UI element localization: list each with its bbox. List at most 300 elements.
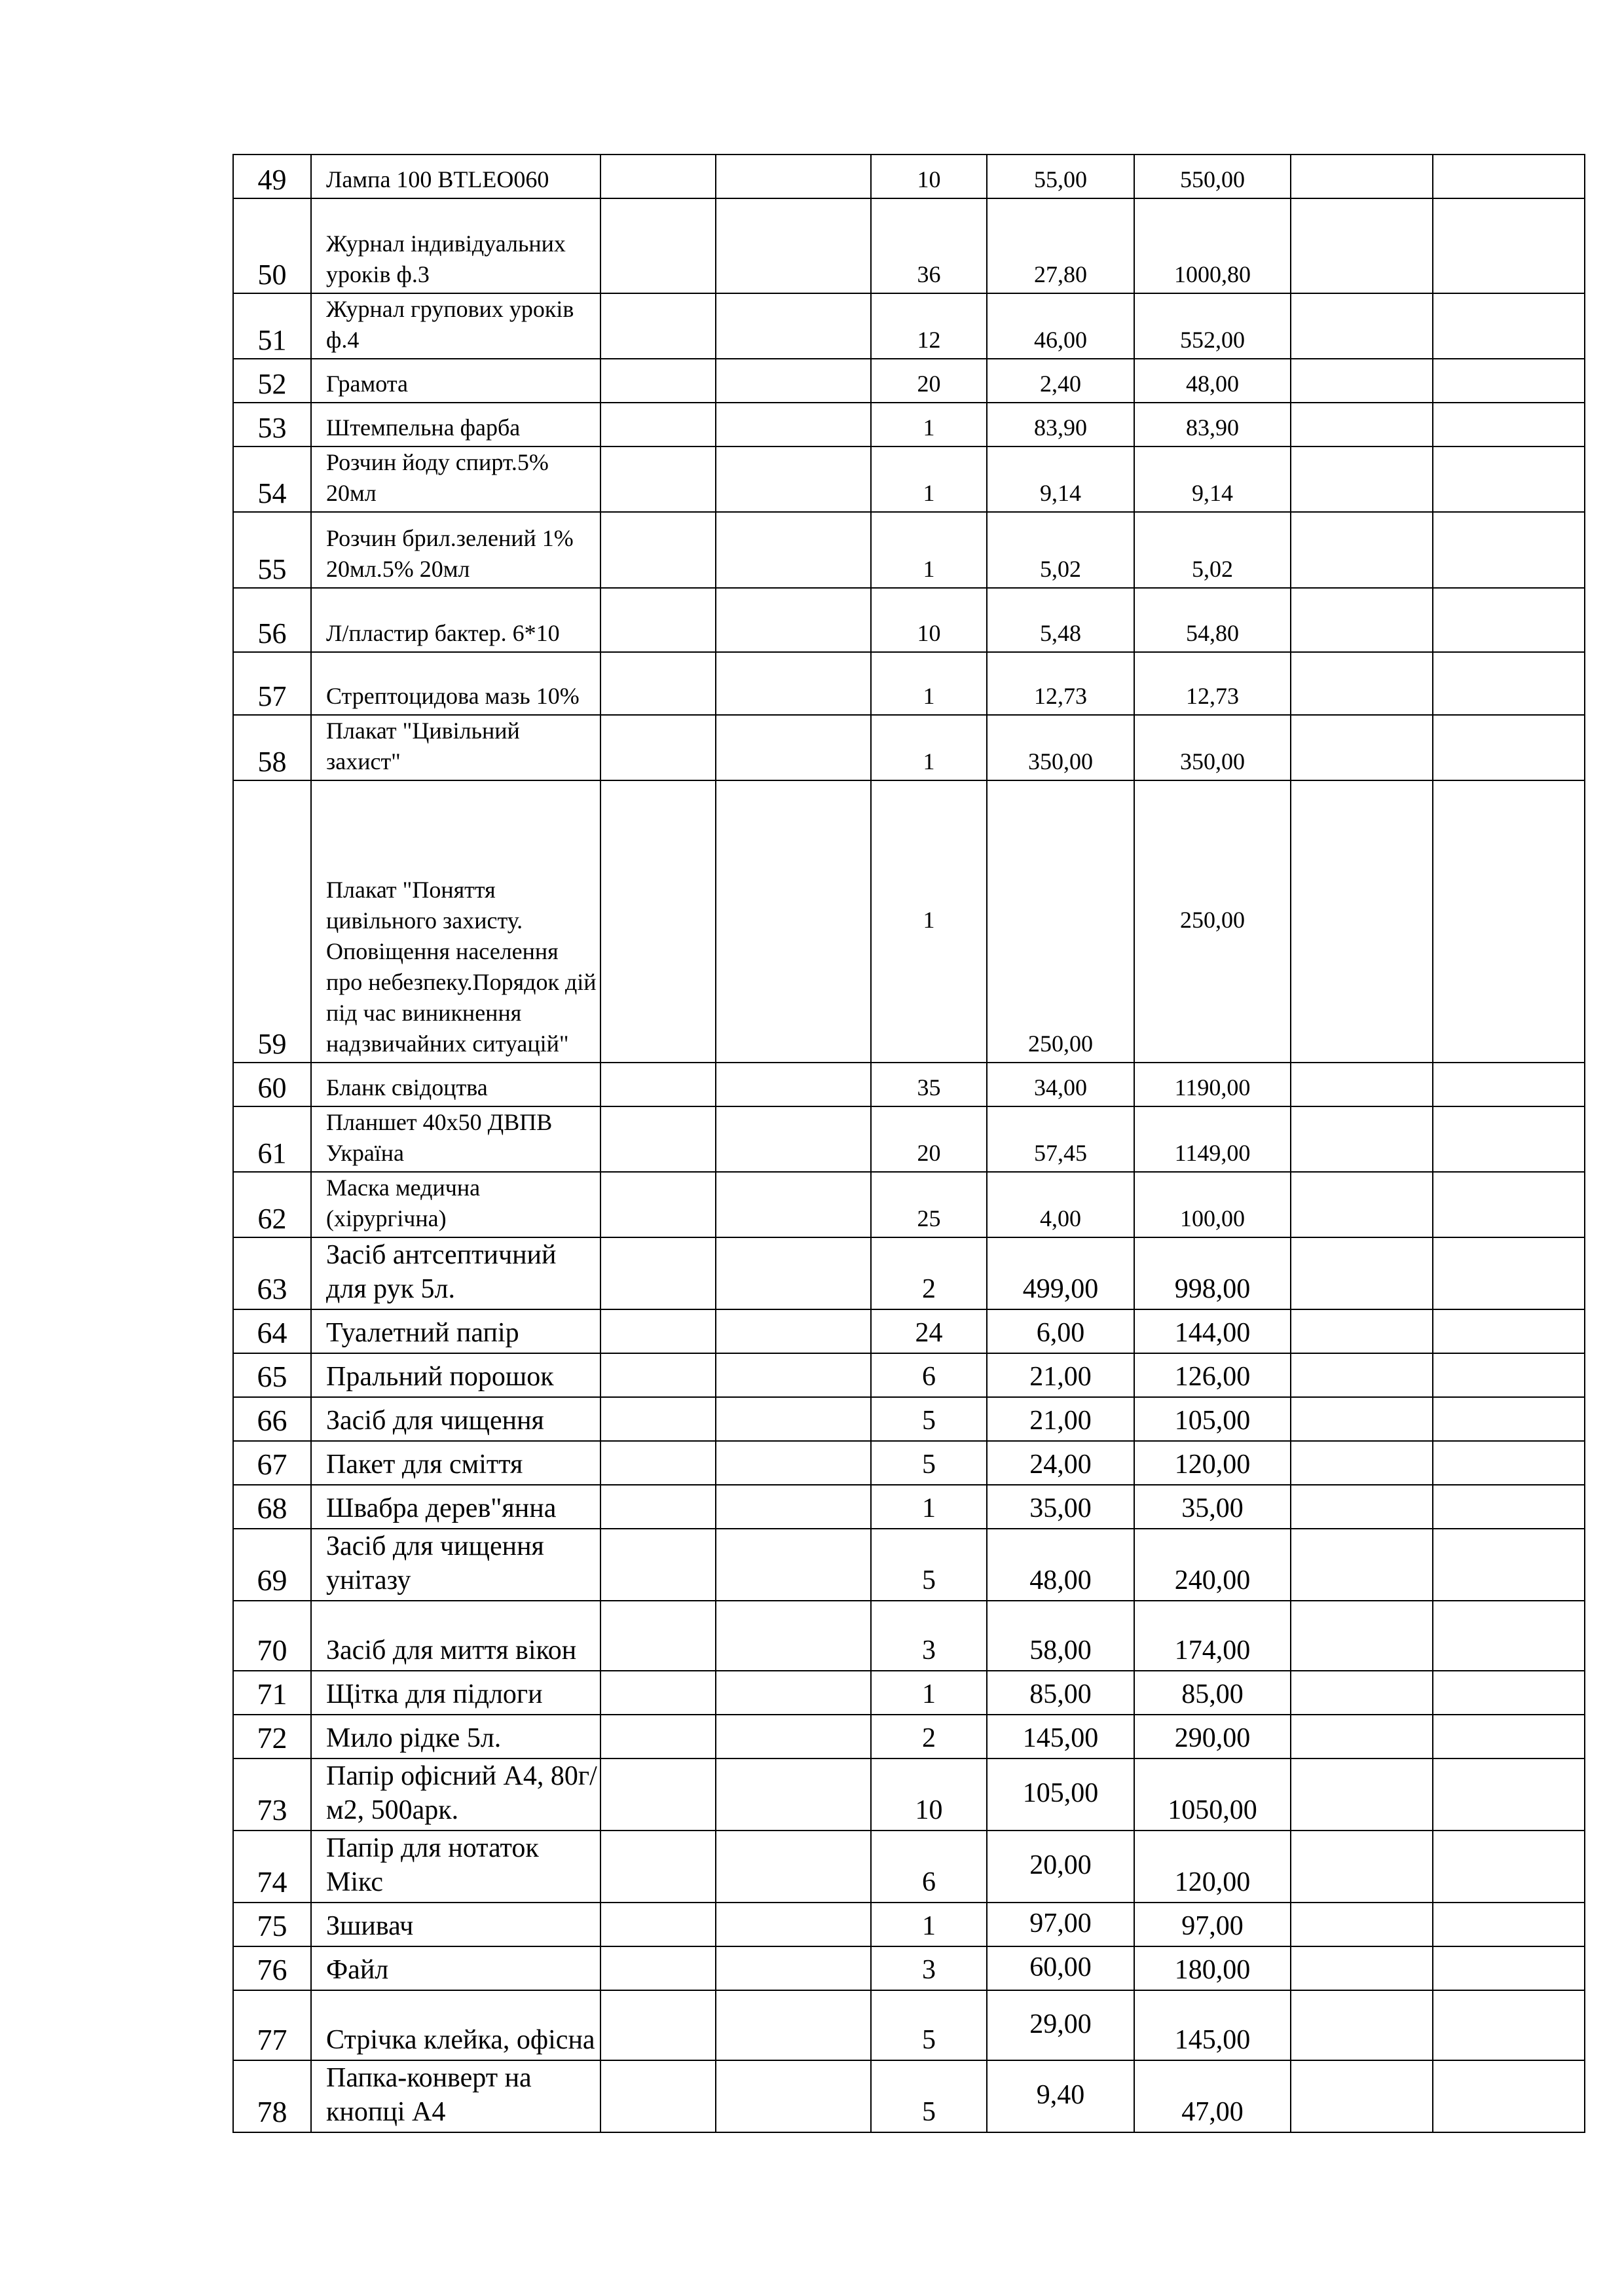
empty-cell xyxy=(1433,715,1585,780)
empty-cell xyxy=(1291,1903,1433,1946)
item-name: Планшет 40х50 ДВПВ Україна xyxy=(311,1106,600,1172)
total-cell: 83,90 xyxy=(1134,403,1291,446)
empty-cell xyxy=(600,198,716,293)
price-cell: 48,00 xyxy=(987,1529,1134,1601)
price-cell: 97,00 xyxy=(987,1903,1134,1946)
row-number: 52 xyxy=(233,359,311,403)
row-number: 49 xyxy=(233,155,311,198)
item-name: Стрептоцидова мазь 10% xyxy=(311,652,600,715)
quantity-cell: 10 xyxy=(871,155,987,198)
empty-cell xyxy=(716,780,871,1063)
empty-cell xyxy=(1291,1601,1433,1671)
total-cell: 1000,80 xyxy=(1134,198,1291,293)
empty-cell xyxy=(1291,198,1433,293)
quantity-cell: 10 xyxy=(871,588,987,652)
empty-cell xyxy=(600,715,716,780)
total-cell: 145,00 xyxy=(1134,1990,1291,2060)
empty-cell xyxy=(600,359,716,403)
table-row xyxy=(233,652,1585,715)
quantity-cell: 10 xyxy=(871,1758,987,1831)
price-cell: 6,00 xyxy=(987,1309,1134,1353)
empty-cell xyxy=(1291,1671,1433,1715)
quantity-cell: 35 xyxy=(871,1063,987,1106)
item-name: Бланк свідоцтва xyxy=(311,1063,600,1106)
price-cell: 250,00 xyxy=(987,780,1134,1063)
empty-cell xyxy=(600,1106,716,1172)
row-number: 60 xyxy=(233,1063,311,1106)
row-number: 56 xyxy=(233,588,311,652)
price-cell: 21,00 xyxy=(987,1353,1134,1397)
price-cell: 27,80 xyxy=(987,198,1134,293)
price-cell: 57,45 xyxy=(987,1106,1134,1172)
empty-cell xyxy=(1291,1831,1433,1903)
empty-cell xyxy=(600,1063,716,1106)
quantity-cell: 1 xyxy=(871,403,987,446)
empty-cell xyxy=(600,1353,716,1397)
price-cell: 55,00 xyxy=(987,155,1134,198)
empty-cell xyxy=(600,1397,716,1441)
empty-cell xyxy=(600,1671,716,1715)
empty-cell xyxy=(1291,652,1433,715)
quantity-cell: 5 xyxy=(871,2060,987,2132)
row-number: 64 xyxy=(233,1309,311,1353)
total-cell: 998,00 xyxy=(1134,1237,1291,1309)
row-number: 57 xyxy=(233,652,311,715)
table-row xyxy=(233,1990,1585,2060)
row-number: 61 xyxy=(233,1106,311,1172)
total-cell: 12,73 xyxy=(1134,652,1291,715)
empty-cell xyxy=(600,1990,716,2060)
total-cell: 100,00 xyxy=(1134,1172,1291,1237)
item-name: Журнал індивідуальних уроків ф.3 xyxy=(311,198,600,293)
item-name: Туалетний папір xyxy=(311,1309,600,1353)
empty-cell xyxy=(716,652,871,715)
empty-cell xyxy=(716,1715,871,1758)
row-number: 58 xyxy=(233,715,311,780)
total-cell: 550,00 xyxy=(1134,155,1291,198)
quantity-cell: 1 xyxy=(871,1903,987,1946)
empty-cell xyxy=(600,403,716,446)
price-cell: 21,00 xyxy=(987,1397,1134,1441)
empty-cell xyxy=(1433,1758,1585,1831)
empty-cell xyxy=(1433,2060,1585,2132)
table-row xyxy=(233,1758,1585,1831)
empty-cell xyxy=(716,1237,871,1309)
empty-cell xyxy=(716,1172,871,1237)
total-cell: 250,00 xyxy=(1134,780,1291,1063)
empty-cell xyxy=(716,1758,871,1831)
quantity-cell: 1 xyxy=(871,715,987,780)
empty-cell xyxy=(1291,155,1433,198)
empty-cell xyxy=(1291,1529,1433,1601)
price-cell: 9,40 xyxy=(987,2060,1134,2132)
price-cell: 60,00 xyxy=(987,1946,1134,1990)
empty-cell xyxy=(1291,1063,1433,1106)
empty-cell xyxy=(1433,652,1585,715)
price-cell: 350,00 xyxy=(987,715,1134,780)
table-row xyxy=(233,1353,1585,1397)
table-row xyxy=(233,1237,1585,1309)
empty-cell xyxy=(600,512,716,588)
total-cell: 120,00 xyxy=(1134,1441,1291,1485)
empty-cell xyxy=(1291,1758,1433,1831)
empty-cell xyxy=(716,1946,871,1990)
empty-cell xyxy=(600,1485,716,1529)
quantity-cell: 5 xyxy=(871,1441,987,1485)
empty-cell xyxy=(1433,293,1585,359)
total-cell: 48,00 xyxy=(1134,359,1291,403)
empty-cell xyxy=(1433,1353,1585,1397)
quantity-cell: 5 xyxy=(871,1529,987,1601)
empty-cell xyxy=(1433,1172,1585,1237)
empty-cell xyxy=(716,588,871,652)
empty-cell xyxy=(716,2060,871,2132)
item-name: Засіб для миття вікон xyxy=(311,1601,600,1671)
row-number: 78 xyxy=(233,2060,311,2132)
empty-cell xyxy=(1433,1715,1585,1758)
empty-cell xyxy=(1291,1946,1433,1990)
total-cell: 54,80 xyxy=(1134,588,1291,652)
row-number: 73 xyxy=(233,1758,311,1831)
row-number: 69 xyxy=(233,1529,311,1601)
table-row xyxy=(233,780,1585,1063)
row-number: 50 xyxy=(233,198,311,293)
total-cell: 120,00 xyxy=(1134,1831,1291,1903)
quantity-cell: 6 xyxy=(871,1353,987,1397)
quantity-cell: 2 xyxy=(871,1715,987,1758)
item-name: Засіб антсептичний для рук 5л. xyxy=(311,1237,600,1309)
empty-cell xyxy=(1291,2060,1433,2132)
empty-cell xyxy=(1433,512,1585,588)
item-name: Засіб для чищення унітазу xyxy=(311,1529,600,1601)
empty-cell xyxy=(716,1671,871,1715)
total-cell: 552,00 xyxy=(1134,293,1291,359)
total-cell: 5,02 xyxy=(1134,512,1291,588)
quantity-cell: 1 xyxy=(871,652,987,715)
empty-cell xyxy=(1291,588,1433,652)
empty-cell xyxy=(600,780,716,1063)
table-row xyxy=(233,1106,1585,1172)
item-name: Мило рідке 5л. xyxy=(311,1715,600,1758)
table-row xyxy=(233,1172,1585,1237)
empty-cell xyxy=(600,1715,716,1758)
empty-cell xyxy=(1291,1309,1433,1353)
quantity-cell: 20 xyxy=(871,359,987,403)
price-cell: 4,00 xyxy=(987,1172,1134,1237)
empty-cell xyxy=(1291,1715,1433,1758)
price-cell: 24,00 xyxy=(987,1441,1134,1485)
table-row xyxy=(233,588,1585,652)
table-row xyxy=(233,1601,1585,1671)
total-cell: 126,00 xyxy=(1134,1353,1291,1397)
total-cell: 180,00 xyxy=(1134,1946,1291,1990)
quantity-cell: 1 xyxy=(871,1671,987,1715)
quantity-cell: 5 xyxy=(871,1990,987,2060)
empty-cell xyxy=(600,1237,716,1309)
empty-cell xyxy=(1433,1309,1585,1353)
item-name: Лампа 100 BTLEO060 xyxy=(311,155,600,198)
row-number: 76 xyxy=(233,1946,311,1990)
quantity-cell: 24 xyxy=(871,1309,987,1353)
quantity-cell: 2 xyxy=(871,1237,987,1309)
item-name: Стрічка клейка, офісна xyxy=(311,1990,600,2060)
empty-cell xyxy=(1291,780,1433,1063)
row-number: 75 xyxy=(233,1903,311,1946)
table-row xyxy=(233,293,1585,359)
empty-cell xyxy=(716,446,871,512)
total-cell: 290,00 xyxy=(1134,1715,1291,1758)
item-name: Розчин брил.зелений 1% 20мл.5% 20мл xyxy=(311,512,600,588)
empty-cell xyxy=(1291,1441,1433,1485)
table-row xyxy=(233,1715,1585,1758)
empty-cell xyxy=(1291,359,1433,403)
empty-cell xyxy=(716,1063,871,1106)
empty-cell xyxy=(1433,1397,1585,1441)
empty-cell xyxy=(1291,1106,1433,1172)
total-cell: 350,00 xyxy=(1134,715,1291,780)
row-number: 74 xyxy=(233,1831,311,1903)
empty-cell xyxy=(1433,1671,1585,1715)
price-cell: 83,90 xyxy=(987,403,1134,446)
empty-cell xyxy=(716,198,871,293)
item-name: Щітка для підлоги xyxy=(311,1671,600,1715)
price-cell: 34,00 xyxy=(987,1063,1134,1106)
empty-cell xyxy=(1291,1485,1433,1529)
row-number: 55 xyxy=(233,512,311,588)
item-name: Засіб для чищення xyxy=(311,1397,600,1441)
empty-cell xyxy=(716,1485,871,1529)
item-name: Пакет для сміття xyxy=(311,1441,600,1485)
empty-cell xyxy=(1433,1485,1585,1529)
row-number: 72 xyxy=(233,1715,311,1758)
total-cell: 105,00 xyxy=(1134,1397,1291,1441)
table-row xyxy=(233,1485,1585,1529)
price-cell: 12,73 xyxy=(987,652,1134,715)
empty-cell xyxy=(1433,1529,1585,1601)
empty-cell xyxy=(1291,1353,1433,1397)
quantity-cell: 12 xyxy=(871,293,987,359)
table-row xyxy=(233,1831,1585,1903)
empty-cell xyxy=(1433,403,1585,446)
price-cell: 29,00 xyxy=(987,1990,1134,2060)
total-cell: 9,14 xyxy=(1134,446,1291,512)
table-row xyxy=(233,715,1585,780)
total-cell: 97,00 xyxy=(1134,1903,1291,1946)
quantity-cell: 1 xyxy=(871,512,987,588)
quantity-cell: 20 xyxy=(871,1106,987,1172)
table-row xyxy=(233,1397,1585,1441)
quantity-cell: 36 xyxy=(871,198,987,293)
table-row xyxy=(233,512,1585,588)
empty-cell xyxy=(716,1990,871,2060)
table-row xyxy=(233,1903,1585,1946)
price-cell: 105,00 xyxy=(987,1758,1134,1831)
item-name: Журнал групових уроків ф.4 xyxy=(311,293,600,359)
price-cell: 5,48 xyxy=(987,588,1134,652)
item-name: Плакат "Цивільний захист" xyxy=(311,715,600,780)
price-cell: 145,00 xyxy=(987,1715,1134,1758)
empty-cell xyxy=(1291,1237,1433,1309)
item-name: Плакат "Поняття цивільного захисту. Оповіщення населення про небезпеку.Порядок дій під час виникнення надзвичайних ситуацій" xyxy=(311,780,600,1063)
empty-cell xyxy=(716,1903,871,1946)
empty-cell xyxy=(1433,446,1585,512)
item-name: Зшивач xyxy=(311,1903,600,1946)
total-cell: 35,00 xyxy=(1134,1485,1291,1529)
total-cell: 1149,00 xyxy=(1134,1106,1291,1172)
quantity-cell: 3 xyxy=(871,1601,987,1671)
price-cell: 9,14 xyxy=(987,446,1134,512)
quantity-cell: 1 xyxy=(871,780,987,1063)
empty-cell xyxy=(600,155,716,198)
total-cell: 144,00 xyxy=(1134,1309,1291,1353)
row-number: 67 xyxy=(233,1441,311,1485)
price-cell: 35,00 xyxy=(987,1485,1134,1529)
empty-cell xyxy=(1291,1397,1433,1441)
empty-cell xyxy=(1291,446,1433,512)
empty-cell xyxy=(600,652,716,715)
empty-cell xyxy=(600,1831,716,1903)
empty-cell xyxy=(1291,512,1433,588)
empty-cell xyxy=(600,2060,716,2132)
empty-cell xyxy=(600,1529,716,1601)
empty-cell xyxy=(716,1529,871,1601)
empty-cell xyxy=(716,155,871,198)
row-number: 77 xyxy=(233,1990,311,2060)
empty-cell xyxy=(716,1601,871,1671)
empty-cell xyxy=(716,1309,871,1353)
row-number: 68 xyxy=(233,1485,311,1529)
table-row xyxy=(233,403,1585,446)
table-row xyxy=(233,446,1585,512)
row-number: 59 xyxy=(233,780,311,1063)
price-cell: 46,00 xyxy=(987,293,1134,359)
empty-cell xyxy=(1433,1063,1585,1106)
empty-cell xyxy=(600,1309,716,1353)
row-number: 53 xyxy=(233,403,311,446)
empty-cell xyxy=(600,293,716,359)
row-number: 51 xyxy=(233,293,311,359)
empty-cell xyxy=(1433,155,1585,198)
empty-cell xyxy=(600,1903,716,1946)
price-cell: 5,02 xyxy=(987,512,1134,588)
total-cell: 240,00 xyxy=(1134,1529,1291,1601)
total-cell: 85,00 xyxy=(1134,1671,1291,1715)
empty-cell xyxy=(1433,1990,1585,2060)
quantity-cell: 25 xyxy=(871,1172,987,1237)
empty-cell xyxy=(716,1397,871,1441)
price-cell: 20,00 xyxy=(987,1831,1134,1903)
empty-cell xyxy=(1433,198,1585,293)
item-name: Л/пластир бактер. 6*10 xyxy=(311,588,600,652)
empty-cell xyxy=(600,446,716,512)
item-name: Розчин йоду спирт.5% 20мл xyxy=(311,446,600,512)
empty-cell xyxy=(1433,588,1585,652)
price-cell: 85,00 xyxy=(987,1671,1134,1715)
empty-cell xyxy=(1291,715,1433,780)
empty-cell xyxy=(1433,1106,1585,1172)
total-cell: 1190,00 xyxy=(1134,1063,1291,1106)
quantity-cell: 1 xyxy=(871,1485,987,1529)
total-cell: 47,00 xyxy=(1134,2060,1291,2132)
table-row xyxy=(233,1529,1585,1601)
empty-cell xyxy=(1433,1831,1585,1903)
row-number: 65 xyxy=(233,1353,311,1397)
item-name: Маска медична (хірургічна) xyxy=(311,1172,600,1237)
empty-cell xyxy=(716,1353,871,1397)
item-name: Файл xyxy=(311,1946,600,1990)
quantity-cell: 6 xyxy=(871,1831,987,1903)
item-name: Папка-конверт на кнопці А4 xyxy=(311,2060,600,2132)
empty-cell xyxy=(1433,1601,1585,1671)
quantity-cell: 5 xyxy=(871,1397,987,1441)
table-row xyxy=(233,155,1585,198)
empty-cell xyxy=(716,359,871,403)
row-number: 62 xyxy=(233,1172,311,1237)
price-cell: 499,00 xyxy=(987,1237,1134,1309)
empty-cell xyxy=(1433,1903,1585,1946)
empty-cell xyxy=(1433,1441,1585,1485)
empty-cell xyxy=(600,1441,716,1485)
total-cell: 1050,00 xyxy=(1134,1758,1291,1831)
empty-cell xyxy=(716,1831,871,1903)
empty-cell xyxy=(1291,403,1433,446)
empty-cell xyxy=(600,1601,716,1671)
item-name: Швабра дерев"янна xyxy=(311,1485,600,1529)
item-name: Штемпельна фарба xyxy=(311,403,600,446)
empty-cell xyxy=(716,293,871,359)
empty-cell xyxy=(1291,1990,1433,2060)
empty-cell xyxy=(600,1946,716,1990)
item-name: Грамота xyxy=(311,359,600,403)
empty-cell xyxy=(600,588,716,652)
row-number: 63 xyxy=(233,1237,311,1309)
items-table xyxy=(232,154,1585,2133)
empty-cell xyxy=(1433,359,1585,403)
empty-cell xyxy=(1433,1237,1585,1309)
empty-cell xyxy=(600,1172,716,1237)
empty-cell xyxy=(716,715,871,780)
table-row xyxy=(233,1063,1585,1106)
empty-cell xyxy=(716,1441,871,1485)
item-name: Папір офісний А4, 80г/м2, 500арк. xyxy=(311,1758,600,1831)
table-row xyxy=(233,1671,1585,1715)
empty-cell xyxy=(1291,1172,1433,1237)
row-number: 54 xyxy=(233,446,311,512)
total-cell: 174,00 xyxy=(1134,1601,1291,1671)
quantity-cell: 3 xyxy=(871,1946,987,1990)
item-name: Пральний порошок xyxy=(311,1353,600,1397)
empty-cell xyxy=(1291,293,1433,359)
quantity-cell: 1 xyxy=(871,446,987,512)
row-number: 66 xyxy=(233,1397,311,1441)
price-cell: 2,40 xyxy=(987,359,1134,403)
empty-cell xyxy=(1433,1946,1585,1990)
table-row xyxy=(233,1309,1585,1353)
empty-cell xyxy=(716,1106,871,1172)
row-number: 71 xyxy=(233,1671,311,1715)
empty-cell xyxy=(600,1758,716,1831)
empty-cell xyxy=(716,512,871,588)
item-name: Папір для нотаток Мікс xyxy=(311,1831,600,1903)
table-row xyxy=(233,1441,1585,1485)
empty-cell xyxy=(1433,780,1585,1063)
table-row xyxy=(233,198,1585,293)
price-cell: 58,00 xyxy=(987,1601,1134,1671)
table-row xyxy=(233,2060,1585,2132)
row-number: 70 xyxy=(233,1601,311,1671)
empty-cell xyxy=(716,403,871,446)
table-row xyxy=(233,359,1585,403)
